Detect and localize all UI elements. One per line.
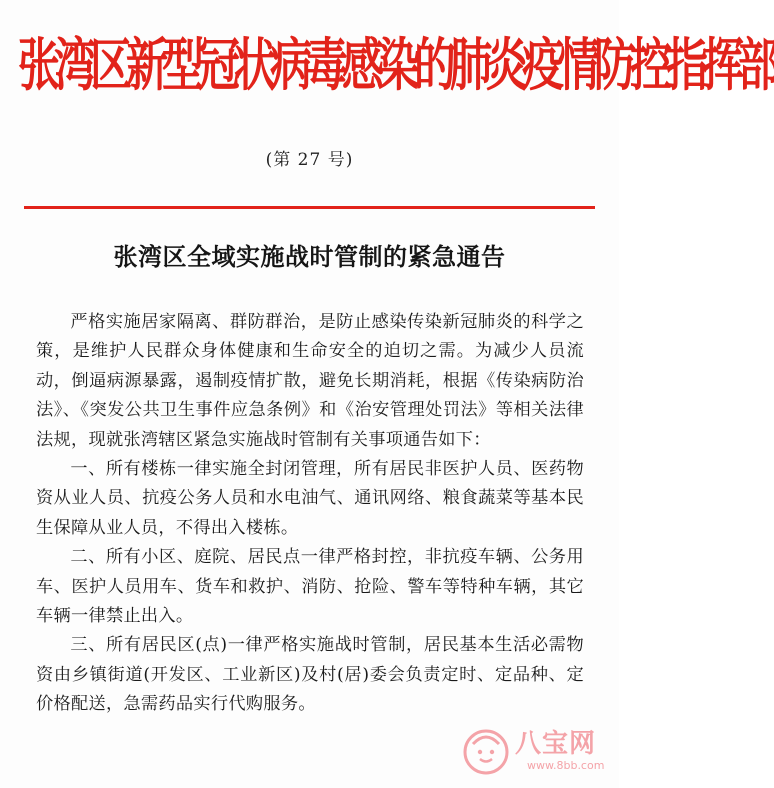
site-watermark [461,722,611,780]
paragraph-item-3: 三、所有居民区(点)一律严格实施战时管制，居民基本生活必需物资由乡镇街道(开发区、工业新区)及村(居)委会负责定时、定品种、定价格配送，急需药品实行代购服务。 [36,635,584,715]
paragraph-intro: 严格实施居家隔离、群防群治，是防止感染传染新冠肺炎的科学之策，是维护人民群众身体健康和生命安全的迫切之需。为减少人员流动，倒逼病源暴露，遏制疫情扩散，避免长期消耗，根据《传染病防治法》、《突发公共卫生事件应急条例》和《治安管理处罚法》等相关法律法规，现就张湾辖区紧急实施战时管制有关事项通告如下： [36,312,584,450]
watermark-site-name: 八宝网 [515,729,597,759]
paragraph-item-1: 一、所有楼栋一律实施全封闭管理，所有居民非医护人员、医药物资从业人员、抗疫公务人员和水电油气、通讯网络、粮食蔬菜等基本民生保障从业人员，不得出入楼栋。 [36,459,584,538]
notice-body [36,308,584,720]
notice-title: 张湾区全域实施战时管制的紧急通告 [113,242,506,271]
document-header-title: 张湾区新型冠状病毒感染的肺炎疫情防控指挥部 [18,31,774,98]
paragraph-item-2: 二、所有小区、庭院、居民点一律严格封控，非抗疫车辆、公务用车、医护人员用车、货车和救护、消防、抢险、警车等特种车辆，其它车辆一律禁止出入。 [36,547,584,627]
baby-face-logo-icon [461,726,511,776]
watermark-site-url: www.8bb.com [527,759,605,772]
red-divider-line [24,206,595,209]
document-number: (第 27 号) [265,150,354,170]
